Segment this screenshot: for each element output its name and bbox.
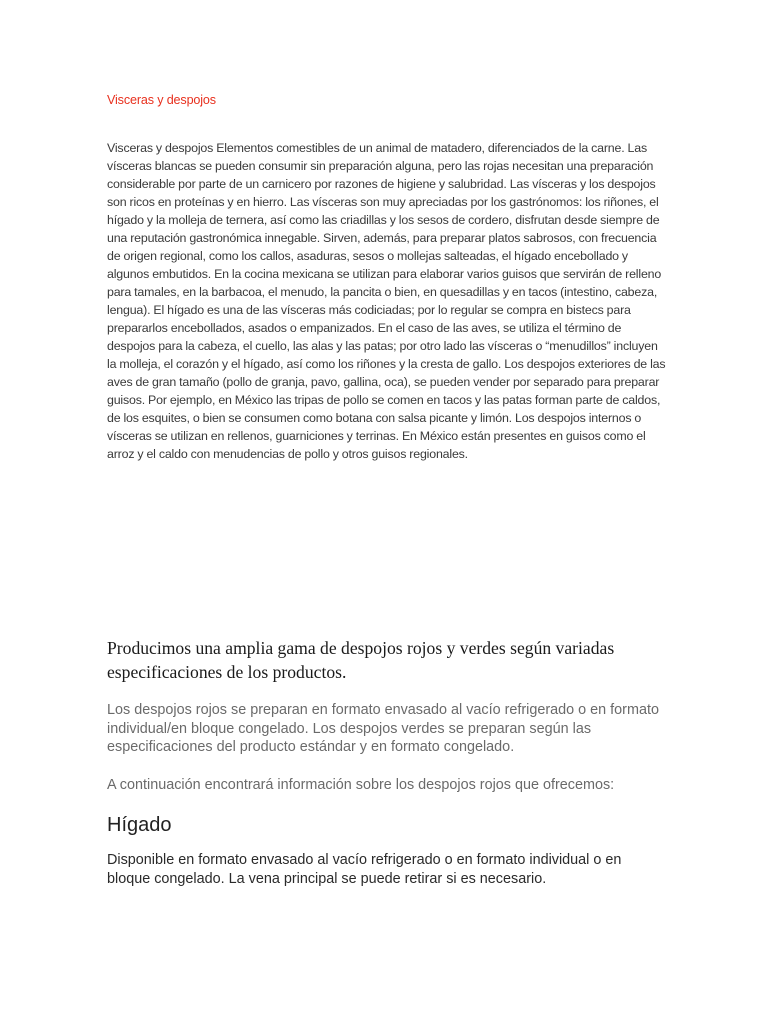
body-paragraph: Visceras y despojos Elementos comestibles de un animal de matadero, diferenciados de la carne. Las vísceras blancas se pueden consumir sin preparación alguna, pero las rojas necesitan una preparación considerable por parte de un carnicero por razones de higiene y salubridad. Las vísceras y los despojos son ricos en proteínas y en hierro. Las vísceras son muy apreciadas por los gastrónomos: los riñones, el hígado y la molleja de ternera, así como las criadillas y los sesos de cordero, disfrutan desde siempre de una reputación gastronómica innegable. Sirven, además, para preparar platos sabrosos, con frecuencia de origen regional, como los callos, asaduras, sesos o mollejas salteadas, el hígado encebollado y algunos embutidos. En la cocina mexicana se utilizan para elaborar varios guisos que servirán de relleno para tamales, en la barbacoa, el menudo, la pancita o bien, en quesadillas y en tacos (intestino, cabeza, lengua). El hígado es una de las vísceras más codiciadas; por lo regular se compra en bistecs para prepararlos encebollados, asados o empanizados. En el caso de las aves, se utiliza el término de despojos para la cabeza, el cuello, las alas y las patas; por otro lado las vísceras o “menudillos” incluyen la molleja, el corazón y el hígado, así como los riñones y la cresta de gallo. Los despojos exteriores de las aves de gran tamaño (pollo de granja, pavo, gallina, oca), se pueden vender por separado para preparar guisos. Por ejemplo, en México las tripas de pollo se comen en tacos y las patas forman parte de caldos, de los esquites, o bien se consumen como botana con salsa picante y limón. Los despojos internos o vísceras se utilizan en rellenos, guarniciones y terrinas. En México están presentes en guisos como el arroz y el caldo con menudencias de pollo y otros guisos regionales. <box>107 141 666 461</box>
section-title: Visceras y despojos <box>107 93 216 107</box>
product-description-higado: Disponible en formato envasado al vacío refrigerado o en formato individual o en bloque congelado. La vena principal se puede retirar si es necesario. <box>107 852 622 887</box>
products-intro-paragraph: Los despojos rojos se preparan en formato envasado al vacío refrigerado o en formato individual/en bloque congelado. Los despojos verdes se preparan según las especificaciones del producto estándar y en formato congelado. <box>107 702 659 755</box>
products-headline: Producimos una amplia gama de despojos rojos y verdes según variadas especificaciones de los productos. <box>107 638 615 682</box>
product-title-higado: Hígado <box>107 814 172 836</box>
products-intro-line: A continuación encontrará información sobre los despojos rojos que ofrecemos: <box>107 777 615 793</box>
